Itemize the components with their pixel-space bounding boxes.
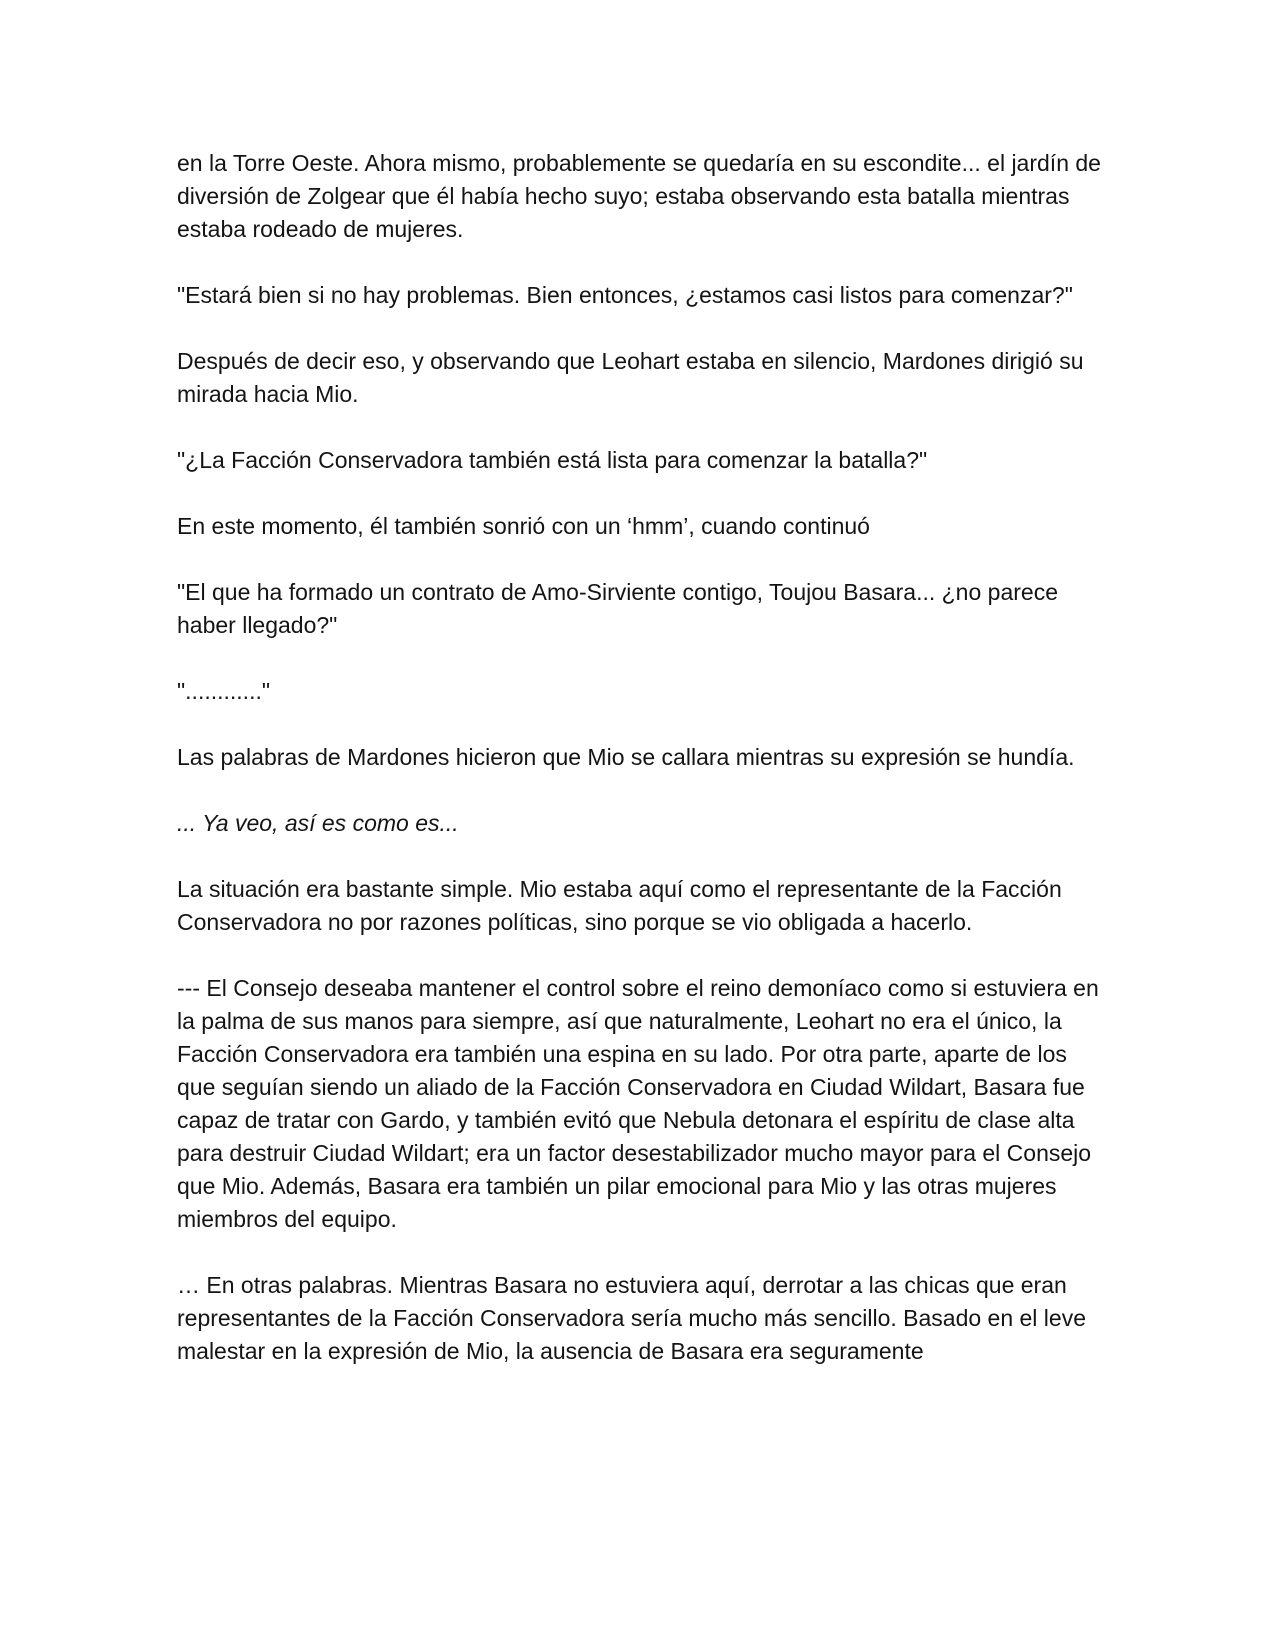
paragraph-10: La situación era bastante simple. Mio estaba aquí como el representante de la Facción Conservadora no por razones políticas, sino porque se vio obligada a hacerlo. (177, 876, 1062, 935)
paragraph-7: "............" (177, 678, 271, 704)
document-body (177, 147, 1107, 1401)
paragraph-4: "¿La Facción Conservadora también está lista para comenzar la batalla?" (177, 447, 928, 473)
paragraph-3: Después de decir eso, y observando que Leohart estaba en silencio, Mardones dirigió su mirada hacia Mio. (177, 348, 1084, 407)
paragraph-2: "Estará bien si no hay problemas. Bien entonces, ¿estamos casi listos para comenzar?" (177, 282, 1073, 308)
paragraph-6: "El que ha formado un contrato de Amo-Sirviente contigo, Toujou Basara... ¿no parece haber llegado?" (177, 579, 1058, 638)
paragraph-5: En este momento, él también sonrió con un ‘hmm’, cuando continuó (177, 513, 870, 539)
paragraph-9-italic-thought: ... Ya veo, así es como es... (177, 810, 459, 836)
paragraph-12: … En otras palabras. Mientras Basara no estuviera aquí, derrotar a las chicas que eran representantes de la Facción Conservadora sería mucho más sencillo. Basado en el leve malestar en la expresión de Mio, la ausencia de Basara era seguramente (177, 1272, 1086, 1364)
paragraph-1: en la Torre Oeste. Ahora mismo, probablemente se quedaría en su escondite... el jardín de diversión de Zolgear que él había hecho suyo; estaba observando esta batalla mientras estaba rodeado de mujeres. (177, 150, 1101, 242)
paragraph-11: --- El Consejo deseaba mantener el control sobre el reino demoníaco como si estuviera en la palma de sus manos para siempre, así que naturalmente, Leohart no era el único, la Facción Conservadora era también una espina en su lado. Por otra parte, aparte de los que seguían siendo un aliado de la Facción Conservadora en Ciudad Wildart, Basara fue capaz de tratar con Gardo, y también evitó que Nebula detonara el espíritu de clase alta para destruir Ciudad Wildart; era un factor desestabilizador mucho mayor para el Consejo que Mio. Además, Basara era también un pilar emocional para Mio y las otras mujeres miembros del equipo. (177, 975, 1099, 1232)
paragraph-8: Las palabras de Mardones hicieron que Mio se callara mientras su expresión se hundía. (177, 744, 1075, 770)
